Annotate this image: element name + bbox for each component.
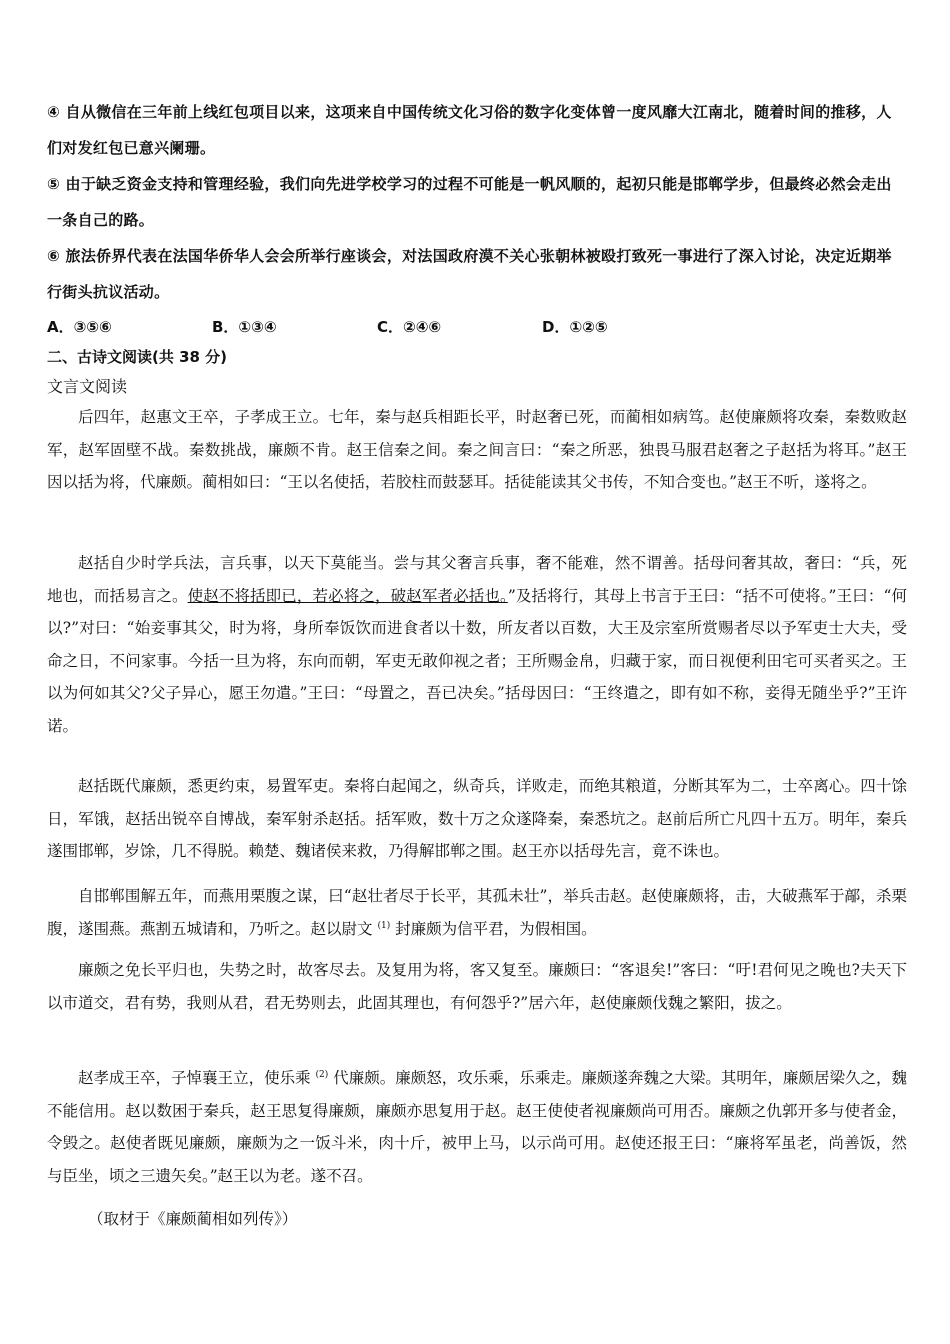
- paragraph-text: 自邯郸围解五年，而燕用栗腹之谋，曰“赵壮者尽于长平，其孤未壮”，举兵击赵。赵使廉颇将，击，大破燕军于鄗，杀栗腹，遂围燕。燕割五城请和，乃听之。赵以尉文: [47, 887, 907, 938]
- passage-paragraph-3: [47, 770, 907, 868]
- paragraph-text: 封廉颇为信平君，为假相国。: [395, 919, 597, 938]
- footnote-marker-1: (1): [377, 920, 391, 931]
- paragraph-text: 赵孝成王卒，子悼襄王立，使乐乘: [78, 1069, 311, 1087]
- paragraph-text: 廉颇之免长平归也，失势之时，故客尽去。及复用为将，客又复至。廉颇曰：“客退矣!”客曰：“吁!君何见之晚也?夫天下以市道交，君有势，我则从君，君无势则去，此固其理也，有何怨乎?”居六年，赵使廉颇伐魏之繁阳，拔之。: [47, 961, 907, 1012]
- passage-paragraph-1: [47, 401, 907, 499]
- question-item-4: ④ 自从微信在三年前上线红包项目以来，这项来自中国传统文化习俗的数字化变体曾一度风靡大江南北，随着时间的推移，人们对发红包已意兴阑珊。: [47, 103, 892, 157]
- option-d[interactable]: D．①②⑤: [542, 318, 608, 336]
- question-item-5: ⑤ 由于缺乏资金支持和管理经验，我们向先进学校学习的过程不可能是一帆风顺的，起初只能是邯郸学步，但最终必然会走出一条自己的路。: [47, 175, 892, 229]
- option-b[interactable]: B．①③④: [212, 318, 277, 336]
- source-citation: （取材于《廉颇蔺相如列传》）: [88, 1210, 298, 1228]
- passage-paragraph-6: [47, 1062, 907, 1192]
- paragraph-text: 赵括自少时学兵法，言兵事，以天下莫能当。尝与其父奢言兵事，奢不能难，然不谓善。括母问奢其故，奢曰：“兵，死地也，而括易言之。: [47, 554, 907, 605]
- paragraph-text: 后四年，赵惠文王卒，子孝成王立。七年，秦与赵兵相距长平，时赵奢已死，而蔺相如病笃。赵使廉颇将攻秦，秦数败赵军，赵军固壁不战。秦数挑战，廉颇不肯。赵王信秦之间。秦之间言曰：“秦之所恶，独畏马服君赵奢之子赵括为将耳。”赵王因以括为将，代廉颇。蔺相如曰：“王以名使括，若胶柱而鼓瑟耳。括徒能读其父书传，不知合变也。”赵王不听，遂将之。: [47, 408, 907, 491]
- option-a[interactable]: A．③⑤⑥: [47, 318, 112, 336]
- paragraph-text: ”及括将行，其母上书言于王曰：“括不可使将。”王曰：“何以?”对曰：“始妾事其父，时为将，身所奉饭饮而进食者以十数，所友者以百数，大王及宗室所赏赐者尽以予军吏士大夫，受命之日，不问家事。今括一旦为将，东向而朝，军吏无敢仰视之者；王所赐金帛，归藏于家，而日视便利田宅可买者买之。王以为何如其父?父子异心，愿王勿遣。”王曰：“母置之，吾已决矣。”括母因曰：“王终遣之，即有如不称，妾得无随坐乎?”王许诺。: [47, 586, 907, 735]
- section-title: 二、古诗文阅读(共 38 分): [47, 348, 228, 366]
- footnote-marker-2: (2): [315, 1069, 329, 1080]
- paragraph-text: 代廉颇。廉颇怒，攻乐乘，乐乘走。廉颇遂奔魏之大梁。其明年，廉颇居梁久之，魏不能信用。赵以数困于秦兵，赵王思复得廉颇，廉颇亦思复用于赵。赵王使使者视廉颇尚可用否。廉颇之仇郭开多与使者金，令毁之。赵使者既见廉颇，廉颇为之一饭斗米，肉十斤，被甲上马，以示尚可用。赵使还报王曰：“廉将军虽老，尚善饭，然与臣坐，顷之三遗矢矣。”赵王以为老。遂不召。: [47, 1069, 907, 1185]
- passage-paragraph-5: [47, 954, 907, 1019]
- option-c[interactable]: C．②④⑥: [377, 318, 442, 336]
- passage-paragraph-2: [47, 547, 907, 742]
- question-item-6: ⑥ 旅法侨界代表在法国华侨华人会会所举行座谈会，对法国政府漠不关心张朝林被殴打致死一事进行了深入讨论，决定近期举行街头抗议活动。: [47, 247, 892, 301]
- underlined-sentence: 使赵不将括即已，若必将之，破赵军者必括也。: [187, 586, 508, 605]
- passage-paragraph-4: [47, 880, 907, 945]
- answer-options: [47, 311, 907, 341]
- paragraph-text: 赵括既代廉颇，悉更约束，易置军吏。秦将白起闻之，纵奇兵，详败走，而绝其粮道，分断其军为二，士卒离心。四十馀日，军饿，赵括出锐卒自博战，秦军射杀赵括。括军败，数十万之众遂降秦，秦悉坑之。赵前后所亡凡四十五万。明年，秦兵遂围邯郸，岁馀，几不得脱。赖楚、魏诸侯来救，乃得解邯郸之围。赵王亦以括母先言，竟不诛也。: [47, 777, 907, 860]
- section-subtitle: 文言文阅读: [47, 377, 128, 396]
